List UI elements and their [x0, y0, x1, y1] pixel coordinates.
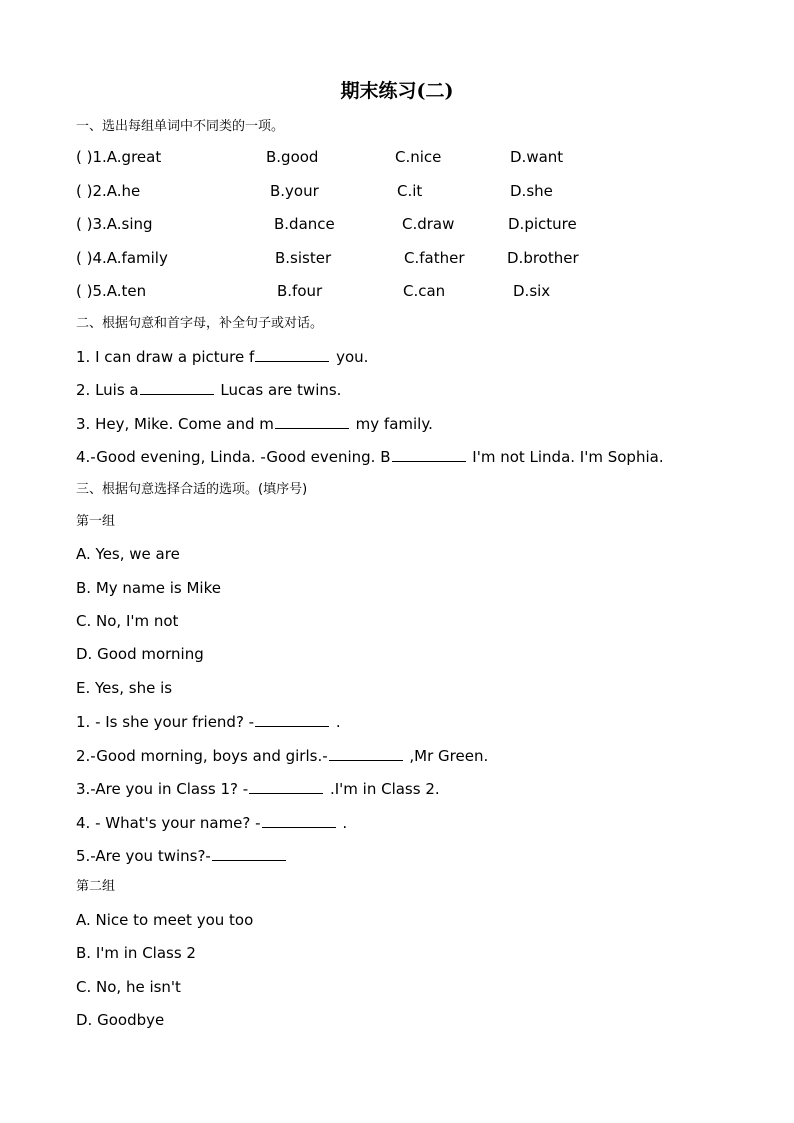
option-item: E. Yes, she is: [76, 679, 173, 697]
sentence-text-after: I'm not Linda. I'm Sophia.: [467, 448, 664, 466]
answer-blank[interactable]: [275, 413, 349, 429]
question-text-after: .I'm in Class 2.: [325, 780, 440, 798]
option-item: D. Good morning: [76, 645, 204, 663]
sentence-text-after: Lucas are twins.: [215, 381, 342, 399]
word-option-a: ( )4.A.family: [76, 249, 168, 267]
page-title: 期末练习(二): [340, 80, 454, 102]
question-text-before: 5.-Are you twins?-: [76, 847, 211, 865]
question-text-after: .: [337, 814, 348, 832]
option-item: B. I'm in Class 2: [76, 944, 196, 962]
group1-label: 第一组: [76, 514, 116, 529]
question-text-before: 2.-Good morning, boys and girls.-: [76, 747, 328, 765]
word-option-a: ( )2.A.he: [76, 182, 141, 200]
fill-in-sentence: [76, 379, 341, 399]
dialogue-question: [76, 711, 341, 731]
sentence-text-before: 3. Hey, Mike. Come and m: [76, 415, 274, 433]
dialogue-question: [76, 812, 347, 832]
word-option-c: C.draw: [402, 215, 455, 233]
fill-in-sentence: [76, 413, 433, 433]
fill-in-sentence: [76, 346, 368, 366]
word-option-c: C.it: [397, 182, 423, 200]
answer-blank[interactable]: [255, 346, 329, 362]
answer-blank[interactable]: [262, 812, 336, 828]
question-text-after: .: [331, 713, 341, 731]
dialogue-question: [76, 845, 288, 865]
word-option-d: D.six: [513, 282, 551, 300]
word-option-b: B.four: [277, 282, 323, 300]
dialogue-question: [76, 778, 440, 798]
answer-blank[interactable]: [140, 379, 214, 395]
option-item: B. My name is Mike: [76, 579, 221, 597]
word-option-b: B.dance: [274, 215, 335, 233]
option-item: A. Nice to meet you too: [76, 911, 254, 929]
word-option-d: D.brother: [507, 249, 579, 267]
sentence-text-after: my family.: [350, 415, 433, 433]
question-text-before: 1. - Is she your friend? -: [76, 713, 255, 731]
answer-blank[interactable]: [255, 711, 329, 727]
section1-heading: 一、选出每组单词中不同类的一项。: [76, 119, 285, 134]
word-option-c: C.can: [403, 282, 446, 300]
option-item: C. No, he isn't: [76, 978, 181, 996]
sentence-text-before: 2. Luis a: [76, 381, 139, 399]
word-option-b: B.sister: [275, 249, 332, 267]
sentence-text-after: you.: [331, 348, 369, 366]
option-item: A. Yes, we are: [76, 545, 180, 563]
dialogue-question: [76, 745, 488, 765]
word-option-a: ( )5.A.ten: [76, 282, 147, 300]
word-option-d: D.she: [510, 182, 553, 200]
word-option-c: C.father: [404, 249, 465, 267]
word-option-a: ( )3.A.sing: [76, 215, 153, 233]
word-option-d: D.want: [510, 148, 564, 166]
answer-blank[interactable]: [329, 745, 403, 761]
section2-heading: 二、根据句意和首字母，补全句子或对话。: [76, 316, 324, 331]
option-item: C. No, I'm not: [76, 612, 179, 630]
question-text-before: 3.-Are you in Class 1? -: [76, 780, 249, 798]
answer-blank[interactable]: [212, 845, 286, 861]
question-text-after: ,Mr Green.: [404, 747, 489, 765]
answer-blank[interactable]: [392, 446, 466, 462]
word-option-b: B.your: [270, 182, 319, 200]
option-item: D. Goodbye: [76, 1011, 165, 1029]
answer-blank[interactable]: [249, 778, 323, 794]
word-option-b: B.good: [266, 148, 319, 166]
sentence-text-before: 4.-Good evening, Linda. -Good evening. B: [76, 448, 391, 466]
fill-in-sentence: [76, 446, 664, 466]
sentence-text-before: 1. I can draw a picture f: [76, 348, 255, 366]
word-option-d: D.picture: [508, 215, 577, 233]
word-option-a: ( )1.A.great: [76, 148, 162, 166]
question-text-before: 4. - What's your name? -: [76, 814, 261, 832]
group2-label: 第二组: [76, 879, 116, 894]
word-option-c: C.nice: [395, 148, 442, 166]
section3-heading: 三、根据句意选择合适的选项。(填序号): [76, 482, 308, 497]
